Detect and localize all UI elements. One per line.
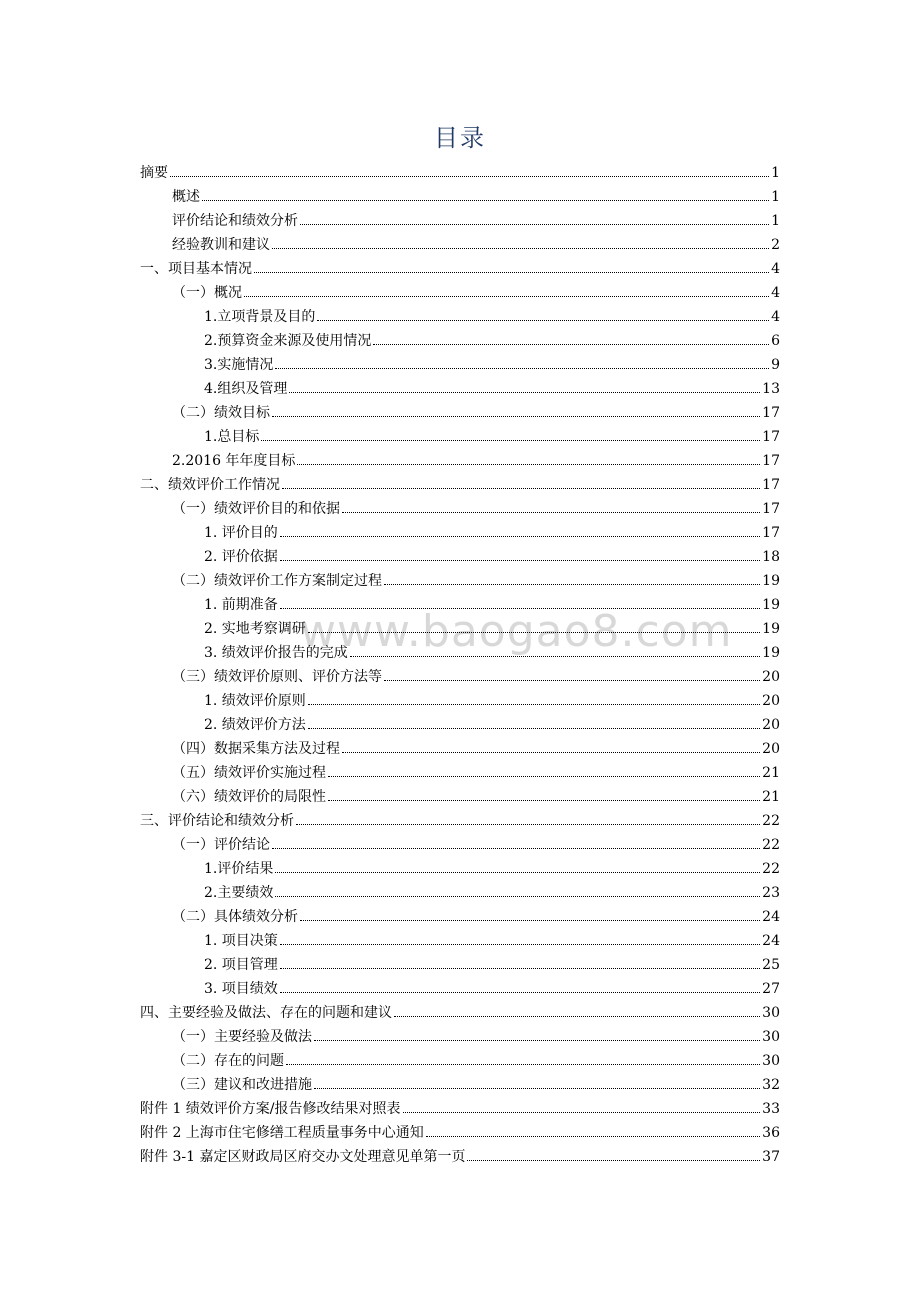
dot-leader [342, 752, 760, 753]
toc-entry-label: （六）绩效评价的局限性 [172, 789, 326, 805]
toc-entry-label: （一）评价结论 [172, 837, 270, 853]
dot-leader [314, 1088, 760, 1089]
dot-leader [280, 608, 760, 609]
toc-entry-page: 1 [771, 189, 780, 205]
toc-entry-label: 附件 2 上海市住宅修缮工程质量事务中心通知 [140, 1125, 424, 1141]
dot-leader [384, 584, 760, 585]
toc-entry-page: 18 [762, 549, 780, 565]
toc-entry-label: 经验教训和建议 [172, 237, 270, 253]
toc-entry[interactable] [140, 881, 780, 905]
toc-entry-page: 30 [762, 1005, 780, 1021]
toc-entry-page: 17 [762, 405, 780, 421]
toc-entry-label: 三、评价结论和绩效分析 [140, 813, 294, 829]
toc-entry-page: 22 [762, 837, 780, 853]
toc-entry-page: 22 [762, 813, 780, 829]
toc-entry-label: （三）建议和改进措施 [172, 1077, 312, 1093]
toc-entry[interactable] [140, 809, 780, 833]
dot-leader [317, 320, 769, 321]
dot-leader [275, 872, 760, 873]
toc-entry-page: 19 [762, 573, 780, 589]
toc-entry[interactable] [140, 593, 780, 617]
toc-entry-page: 17 [762, 453, 780, 469]
toc-entry[interactable] [140, 785, 780, 809]
toc-entry[interactable] [140, 329, 780, 353]
toc-entry[interactable] [140, 665, 780, 689]
toc-entry-page: 20 [762, 741, 780, 757]
toc-entry-page: 36 [762, 1125, 780, 1141]
toc-entry-page: 27 [762, 981, 780, 997]
toc-entry-label: 4.组织及管理 [204, 381, 288, 397]
toc-entry-label: （二）存在的问题 [172, 1053, 284, 1069]
toc-entry-page: 20 [762, 669, 780, 685]
dot-leader [280, 944, 760, 945]
dot-leader [342, 512, 760, 513]
toc-entry[interactable] [140, 905, 780, 929]
dot-leader [328, 800, 760, 801]
toc-entry-page: 9 [771, 357, 780, 373]
toc-entry-label: （一）绩效评价目的和依据 [172, 501, 340, 517]
toc-entry[interactable] [140, 449, 780, 473]
toc-entry[interactable] [140, 233, 780, 257]
toc-entry-page: 6 [771, 333, 780, 349]
dot-leader [280, 968, 760, 969]
toc-entry[interactable] [140, 545, 780, 569]
toc-entry-page: 17 [762, 477, 780, 493]
toc-entry-label: （四）数据采集方法及过程 [172, 741, 340, 757]
toc-entry[interactable] [140, 353, 780, 377]
toc-entry-label: 2.预算资金来源及使用情况 [204, 333, 372, 349]
toc-entry-label: 概述 [172, 189, 200, 205]
toc-entry-label: （三）绩效评价原则、评价方法等 [172, 669, 382, 685]
toc-entry-label: （五）绩效评价实施过程 [172, 765, 326, 781]
dot-leader [373, 344, 769, 345]
dot-leader [328, 776, 760, 777]
toc-entry-page: 4 [771, 309, 780, 325]
dot-leader [254, 272, 769, 273]
dot-leader [308, 704, 760, 705]
toc-entry[interactable] [140, 1025, 780, 1049]
toc-entry-page: 32 [762, 1077, 780, 1093]
dot-leader [394, 1016, 760, 1017]
toc-entry[interactable] [140, 977, 780, 1001]
toc-entry-label: 1.总目标 [204, 429, 260, 445]
toc-entry-page: 19 [762, 597, 780, 613]
toc-entry-label: 评价结论和绩效分析 [172, 213, 298, 229]
toc-entry-label: 附件 3-1 嘉定区财政局区府交办文处理意见单第一页 [140, 1149, 466, 1165]
toc-entry-page: 17 [762, 501, 780, 517]
dot-leader [289, 392, 760, 393]
toc-entry-label: 2. 实地考察调研 [204, 621, 306, 637]
toc-entry-page: 17 [762, 429, 780, 445]
toc-entry[interactable] [140, 929, 780, 953]
dot-leader [403, 1112, 761, 1113]
toc-entry-label: 附件 1 绩效评价方案/报告修改结果对照表 [140, 1101, 401, 1117]
toc-entry-label: 3. 绩效评价报告的完成 [204, 645, 348, 661]
toc-entry-page: 37 [762, 1149, 780, 1165]
toc-entry[interactable] [140, 641, 780, 665]
toc-entry[interactable] [140, 1145, 780, 1169]
toc-entry-page: 30 [762, 1053, 780, 1069]
toc-entry-page: 1 [771, 213, 780, 229]
dot-leader [275, 896, 760, 897]
toc-entry[interactable] [140, 497, 780, 521]
toc-entry[interactable] [140, 305, 780, 329]
toc-entry-page: 33 [762, 1101, 780, 1117]
toc-entry-label: （一）概况 [172, 285, 242, 301]
toc-entry[interactable] [140, 713, 780, 737]
toc-entry[interactable] [140, 1073, 780, 1097]
dot-leader [286, 1064, 760, 1065]
toc-entry[interactable] [140, 689, 780, 713]
toc-entry[interactable] [140, 617, 780, 641]
toc-entry[interactable] [140, 401, 780, 425]
dot-leader [296, 824, 760, 825]
toc-entry-label: 3. 项目绩效 [204, 981, 278, 997]
toc-entry-label: 1. 评价目的 [204, 525, 278, 541]
toc-entry-label: 2. 项目管理 [204, 957, 278, 973]
toc-entry-label: 2. 绩效评价方法 [204, 717, 306, 733]
toc-entry-label: 1. 绩效评价原则 [204, 693, 306, 709]
toc-entry-page: 25 [762, 957, 780, 973]
dot-leader [272, 848, 760, 849]
toc-entry-label: 1. 前期准备 [204, 597, 278, 613]
toc-entry[interactable] [140, 1049, 780, 1073]
dot-leader [272, 416, 760, 417]
dot-leader [308, 728, 760, 729]
table-of-contents [140, 161, 780, 1169]
toc-entry[interactable] [140, 161, 780, 185]
toc-entry-label: 2. 评价依据 [204, 549, 278, 565]
toc-entry[interactable] [140, 1121, 780, 1145]
toc-entry-label: 3.实施情况 [204, 357, 274, 373]
toc-entry-label: 1. 项目决策 [204, 933, 278, 949]
dot-leader [282, 488, 760, 489]
toc-entry-label: （二）绩效目标 [172, 405, 270, 421]
toc-entry-page: 30 [762, 1029, 780, 1045]
toc-entry-page: 24 [762, 933, 780, 949]
toc-entry-label: 四、主要经验及做法、存在的问题和建议 [140, 1005, 392, 1021]
toc-entry[interactable] [140, 761, 780, 785]
toc-entry-label: 2.2016 年年度目标 [172, 453, 296, 469]
dot-leader [280, 536, 760, 537]
dot-leader [300, 224, 769, 225]
dot-leader [280, 560, 760, 561]
toc-entry-label: 1.评价结果 [204, 861, 274, 877]
toc-entry[interactable] [140, 473, 780, 497]
dot-leader [467, 1160, 760, 1161]
toc-entry-page: 23 [762, 885, 780, 901]
toc-entry-page: 19 [762, 645, 780, 661]
toc-entry-page: 4 [771, 261, 780, 277]
toc-entry-page: 2 [771, 237, 780, 253]
toc-entry-page: 24 [762, 909, 780, 925]
toc-entry[interactable] [140, 185, 780, 209]
watermark: www.baogao8.com [300, 606, 733, 657]
toc-entry-label: 2.主要绩效 [204, 885, 274, 901]
toc-entry-page: 22 [762, 861, 780, 877]
toc-entry[interactable] [140, 209, 780, 233]
toc-entry[interactable] [140, 425, 780, 449]
toc-entry-page: 1 [771, 165, 780, 181]
dot-leader [280, 992, 760, 993]
toc-entry[interactable] [140, 257, 780, 281]
toc-entry-label: （二）绩效评价工作方案制定过程 [172, 573, 382, 589]
dot-leader [261, 440, 760, 441]
toc-entry-page: 20 [762, 717, 780, 733]
toc-entry-label: 一、项目基本情况 [140, 261, 252, 277]
dot-leader [272, 248, 769, 249]
toc-entry[interactable] [140, 281, 780, 305]
toc-entry-page: 13 [762, 381, 780, 397]
dot-leader [308, 632, 760, 633]
toc-entry-page: 21 [762, 789, 780, 805]
toc-entry[interactable] [140, 737, 780, 761]
dot-leader [170, 176, 769, 177]
dot-leader [202, 200, 769, 201]
dot-leader [350, 656, 760, 657]
toc-entry-page: 20 [762, 693, 780, 709]
dot-leader [275, 368, 769, 369]
dot-leader [297, 464, 760, 465]
toc-entry[interactable] [140, 953, 780, 977]
toc-entry[interactable] [140, 857, 780, 881]
dot-leader [384, 680, 760, 681]
toc-entry-label: 二、绩效评价工作情况 [140, 477, 280, 493]
toc-entry[interactable] [140, 377, 780, 401]
toc-entry[interactable] [140, 833, 780, 857]
toc-entry-page: 4 [771, 285, 780, 301]
dot-leader [300, 920, 760, 921]
toc-entry[interactable] [140, 521, 780, 545]
toc-title: 目录 [434, 124, 486, 152]
toc-entry-page: 21 [762, 765, 780, 781]
dot-leader [426, 1136, 760, 1137]
toc-entry-page: 17 [762, 525, 780, 541]
toc-entry-label: 1.立项背景及目的 [204, 309, 316, 325]
toc-entry-label: （一）主要经验及做法 [172, 1029, 312, 1045]
dot-leader [244, 296, 769, 297]
toc-entry-label: 摘要 [140, 165, 168, 181]
toc-entry-page: 19 [762, 621, 780, 637]
toc-entry[interactable] [140, 1097, 780, 1121]
toc-entry-label: （二）具体绩效分析 [172, 909, 298, 925]
toc-entry[interactable] [140, 1001, 780, 1025]
toc-entry[interactable] [140, 569, 780, 593]
dot-leader [314, 1040, 760, 1041]
